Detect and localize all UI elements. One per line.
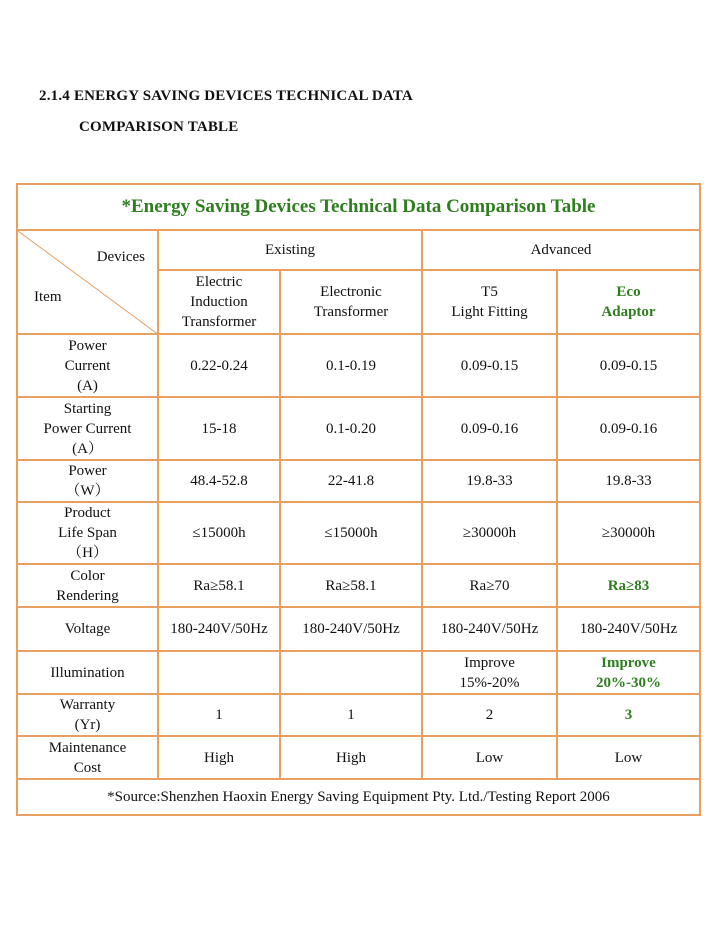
corner-header-cell [17, 230, 158, 334]
table-row [17, 564, 700, 607]
comparison-table [16, 183, 701, 816]
table-cell: 19.8-33 [422, 460, 557, 502]
table-row [17, 607, 700, 651]
table-cell [158, 651, 280, 694]
table-cell: 1 [158, 694, 280, 736]
table-cell: Low [422, 736, 557, 779]
group-header-advanced: Advanced [422, 230, 700, 270]
table-cell: Ra≥58.1 [158, 564, 280, 607]
table-cell: 22-41.8 [280, 460, 422, 502]
table-cell: 180-240V/50Hz [158, 607, 280, 651]
table-cell: High [280, 736, 422, 779]
source-note: *Source:Shenzhen Haoxin Energy Saving Equipment Pty. Ltd./Testing Report 2006 [17, 779, 700, 815]
table-cell: 0.1-0.20 [280, 397, 422, 460]
table-cell: 0.22-0.24 [158, 334, 280, 397]
table-cell: 0.09-0.16 [557, 397, 700, 460]
table-cell: Low [557, 736, 700, 779]
table-cell-highlight: 3 [557, 694, 700, 736]
column-header-t5-light-fitting: T5 Light Fitting [422, 270, 557, 334]
column-header-eco-adaptor: Eco Adaptor [557, 270, 700, 334]
corner-label-item: Item [34, 289, 62, 305]
section-heading: 2.1.4 ENERGY SAVING DEVICES TECHNICAL DATA [39, 88, 413, 104]
table-row [17, 397, 700, 460]
table-cell: 48.4-52.8 [158, 460, 280, 502]
row-label-color-rendering: Color Rendering [17, 564, 158, 607]
table-row [17, 694, 700, 736]
table-row [17, 460, 700, 502]
table-cell: 180-240V/50Hz [422, 607, 557, 651]
table-cell: Improve 15%-20% [422, 651, 557, 694]
table-cell: ≤15000h [280, 502, 422, 564]
table-cell: High [158, 736, 280, 779]
group-header-row [17, 230, 700, 270]
table-cell: 0.1-0.19 [280, 334, 422, 397]
table-cell-highlight: Improve 20%-30% [557, 651, 700, 694]
table-cell: 1 [280, 694, 422, 736]
table-row [17, 334, 700, 397]
table-cell: 180-240V/50Hz [557, 607, 700, 651]
row-label-warranty: Warranty (Yr) [17, 694, 158, 736]
column-header-electric-induction-transformer: Electric Induction Transformer [158, 270, 280, 334]
table-cell: 0.09-0.15 [557, 334, 700, 397]
table-cell: Ra≥70 [422, 564, 557, 607]
row-label-power-current: Power Current (A) [17, 334, 158, 397]
table-cell: Ra≥58.1 [280, 564, 422, 607]
group-header-existing: Existing [158, 230, 422, 270]
table-cell: 15-18 [158, 397, 280, 460]
source-row [17, 779, 700, 815]
corner-label-devices: Devices [96, 249, 145, 265]
table-cell: ≤15000h [158, 502, 280, 564]
table-cell: 2 [422, 694, 557, 736]
table-cell [280, 651, 422, 694]
row-label-voltage: Voltage [17, 607, 158, 651]
table-cell: 0.09-0.16 [422, 397, 557, 460]
table-cell: 19.8-33 [557, 460, 700, 502]
row-label-starting-power-current: Starting Power Current (A） [17, 397, 158, 460]
table-row [17, 502, 700, 564]
table-cell: 180-240V/50Hz [280, 607, 422, 651]
row-label-power: Power （W） [17, 460, 158, 502]
table-cell: ≥30000h [422, 502, 557, 564]
table-cell: 0.09-0.15 [422, 334, 557, 397]
section-heading-continued: COMPARISON TABLE [79, 119, 239, 135]
column-header-electronic-transformer: Electronic Transformer [280, 270, 422, 334]
table-cell: ≥30000h [557, 502, 700, 564]
table-title-row [17, 184, 700, 230]
table-row [17, 651, 700, 694]
table-cell-highlight: Ra≥83 [557, 564, 700, 607]
row-label-product-life-span: Product Life Span （H） [17, 502, 158, 564]
row-label-illumination: Illumination [17, 651, 158, 694]
table-title: *Energy Saving Devices Technical Data Comparison Table [17, 184, 700, 230]
table-row [17, 736, 700, 779]
row-label-maintenance-cost: Maintenance Cost [17, 736, 158, 779]
